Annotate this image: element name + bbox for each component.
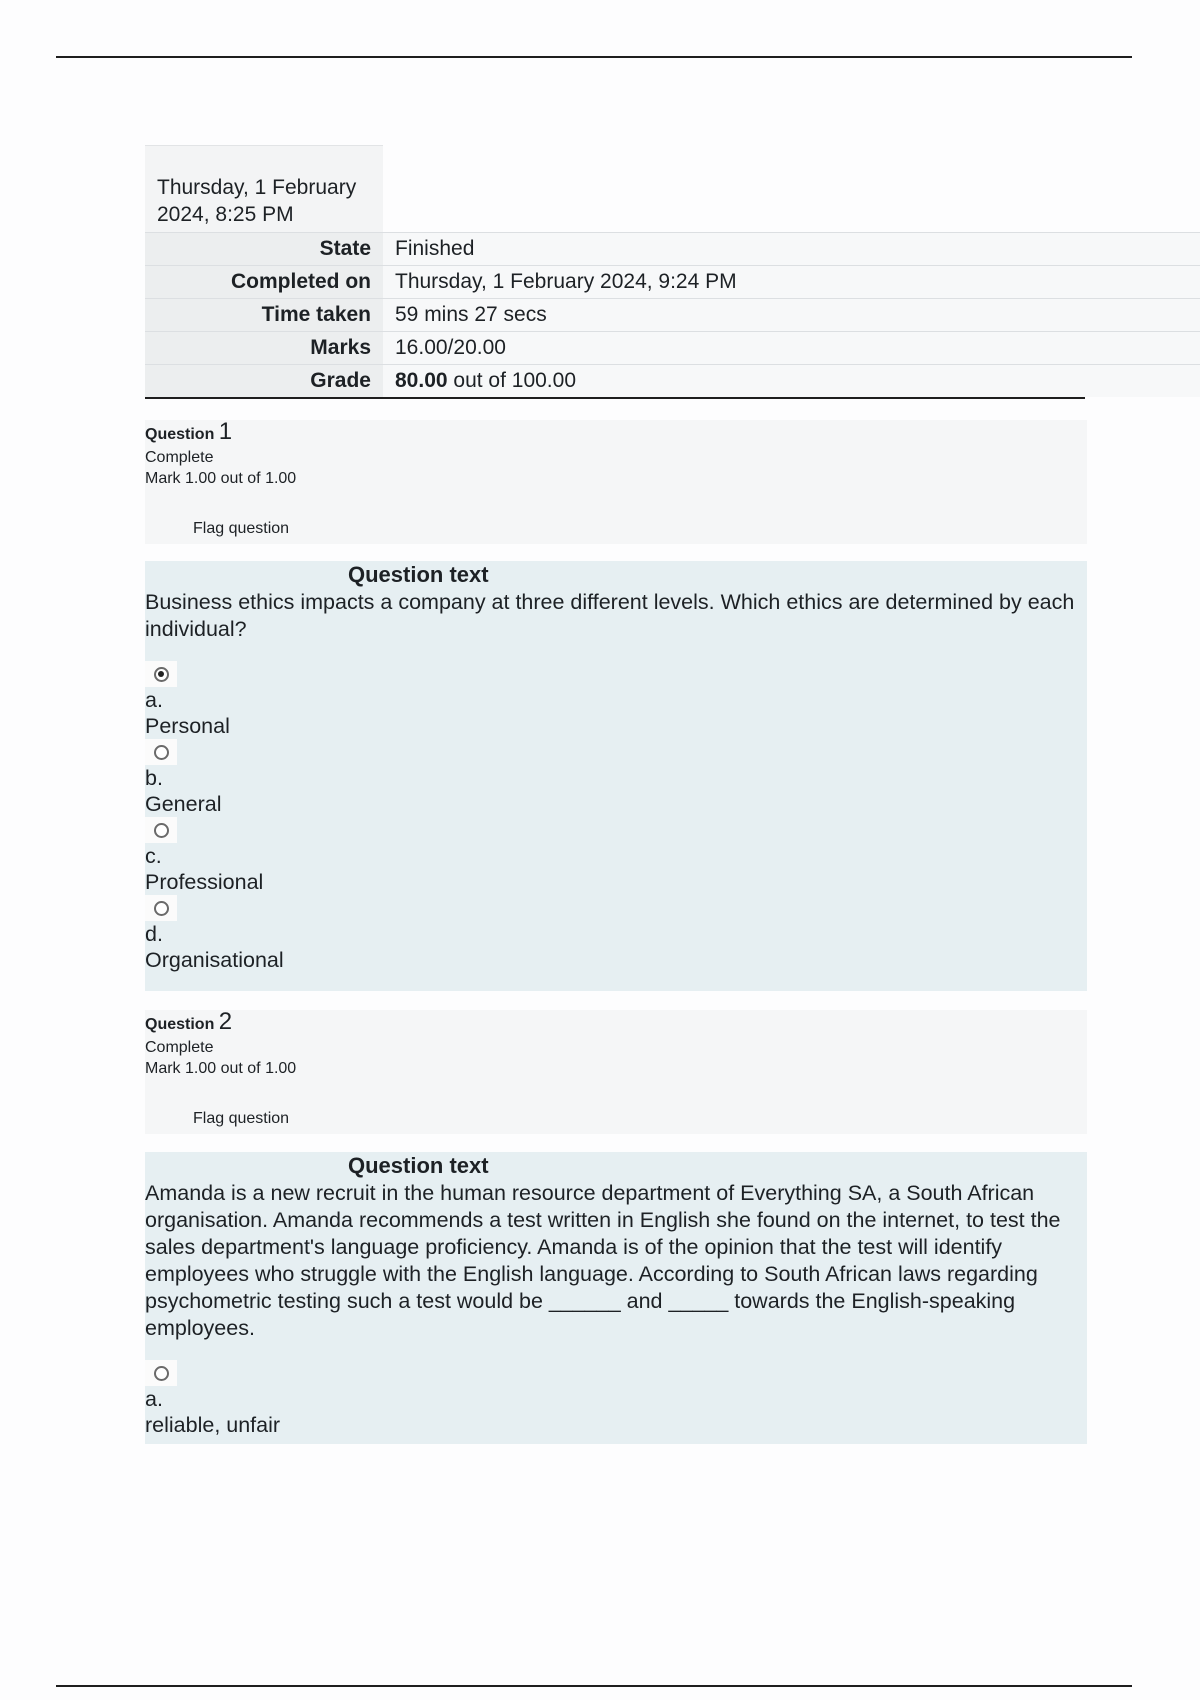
attempt-summary xyxy=(145,145,1200,399)
radio-container[interactable] xyxy=(145,661,177,687)
summary-row-state xyxy=(145,232,1200,265)
grade-score: 80.00 xyxy=(395,369,448,392)
question-text: Business ethics impacts a company at three different levels. Which ethics are determined by each individual? xyxy=(145,590,1075,641)
flag-question-link[interactable]: Flag question xyxy=(193,1110,290,1127)
radio-button[interactable] xyxy=(154,901,169,916)
option-letter: a. xyxy=(145,688,163,712)
option-letter: c. xyxy=(145,844,162,868)
question-text: Amanda is a new recruit in the human resource department of Everything SA, a South African organisation. Amanda recommends a test written in English she found on the internet, to test the sales department's language proficiency. Amanda is of the opinion that the test will identify employees who struggle with the English language. According to South African laws regarding psychometric testing such a test would be ______ and _____ towards the English-speaking employees. xyxy=(145,1181,1061,1340)
radio-button-checked[interactable] xyxy=(154,667,169,682)
question-num: 2 xyxy=(218,1008,233,1035)
summary-label: Grade xyxy=(145,365,383,397)
question-1-content xyxy=(145,561,1087,991)
option-letter: b. xyxy=(145,766,163,790)
summary-value: 16.00/20.00 xyxy=(383,332,1200,364)
started-on-value: Thursday, 1 February 2024, 8:25 PM xyxy=(145,145,383,232)
page-top-rule xyxy=(56,56,1132,58)
summary-divider xyxy=(145,397,1085,399)
radio-container[interactable] xyxy=(145,817,177,843)
answer-list xyxy=(145,1360,1087,1438)
question-state: Complete xyxy=(145,449,214,466)
summary-row-completed xyxy=(145,265,1200,298)
answer-option[interactable] xyxy=(145,739,1087,817)
radio-button[interactable] xyxy=(154,823,169,838)
answer-option[interactable] xyxy=(145,817,1087,895)
question-mark: Mark 1.00 out of 1.00 xyxy=(145,470,297,487)
option-text: General xyxy=(145,792,222,816)
summary-row-marks xyxy=(145,331,1200,364)
summary-label: Time taken xyxy=(145,299,383,331)
question-mark: Mark 1.00 out of 1.00 xyxy=(145,1060,297,1077)
option-text: Professional xyxy=(145,870,264,894)
summary-label: State xyxy=(145,233,383,265)
answer-option[interactable] xyxy=(145,895,1087,973)
question-2-content xyxy=(145,1152,1087,1444)
question-number xyxy=(145,1010,1087,1037)
option-text: Organisational xyxy=(145,948,284,972)
question-num: 1 xyxy=(218,418,233,445)
option-text: Personal xyxy=(145,714,230,738)
radio-button[interactable] xyxy=(154,745,169,760)
summary-row-grade xyxy=(145,364,1200,397)
page-bottom-rule xyxy=(56,1685,1132,1687)
answer-list xyxy=(145,661,1087,973)
radio-container[interactable] xyxy=(145,895,177,921)
question-text-heading: Question text xyxy=(348,1153,489,1178)
flag-question-link[interactable]: Flag question xyxy=(193,520,290,537)
answer-option[interactable] xyxy=(145,1360,1087,1438)
option-letter: a. xyxy=(145,1387,163,1411)
summary-value xyxy=(383,365,1200,397)
summary-value: Thursday, 1 February 2024, 9:24 PM xyxy=(383,266,1200,298)
summary-row-time xyxy=(145,298,1200,331)
radio-button[interactable] xyxy=(154,1366,169,1381)
radio-container[interactable] xyxy=(145,739,177,765)
option-text: reliable, unfair xyxy=(145,1413,281,1437)
question-text-heading: Question text xyxy=(348,562,489,587)
question-prefix: Question xyxy=(145,1016,215,1033)
question-1-info xyxy=(145,420,1087,544)
summary-value: 59 mins 27 secs xyxy=(383,299,1200,331)
summary-label: Completed on xyxy=(145,266,383,298)
question-prefix: Question xyxy=(145,426,215,443)
grade-total: out of 100.00 xyxy=(447,369,577,392)
question-number xyxy=(145,420,1087,447)
option-letter: d. xyxy=(145,922,163,946)
summary-label: Marks xyxy=(145,332,383,364)
question-state: Complete xyxy=(145,1039,214,1056)
question-2-info xyxy=(145,1010,1087,1134)
radio-container[interactable] xyxy=(145,1360,177,1386)
answer-option[interactable] xyxy=(145,661,1087,739)
summary-value: Finished xyxy=(383,233,1200,265)
